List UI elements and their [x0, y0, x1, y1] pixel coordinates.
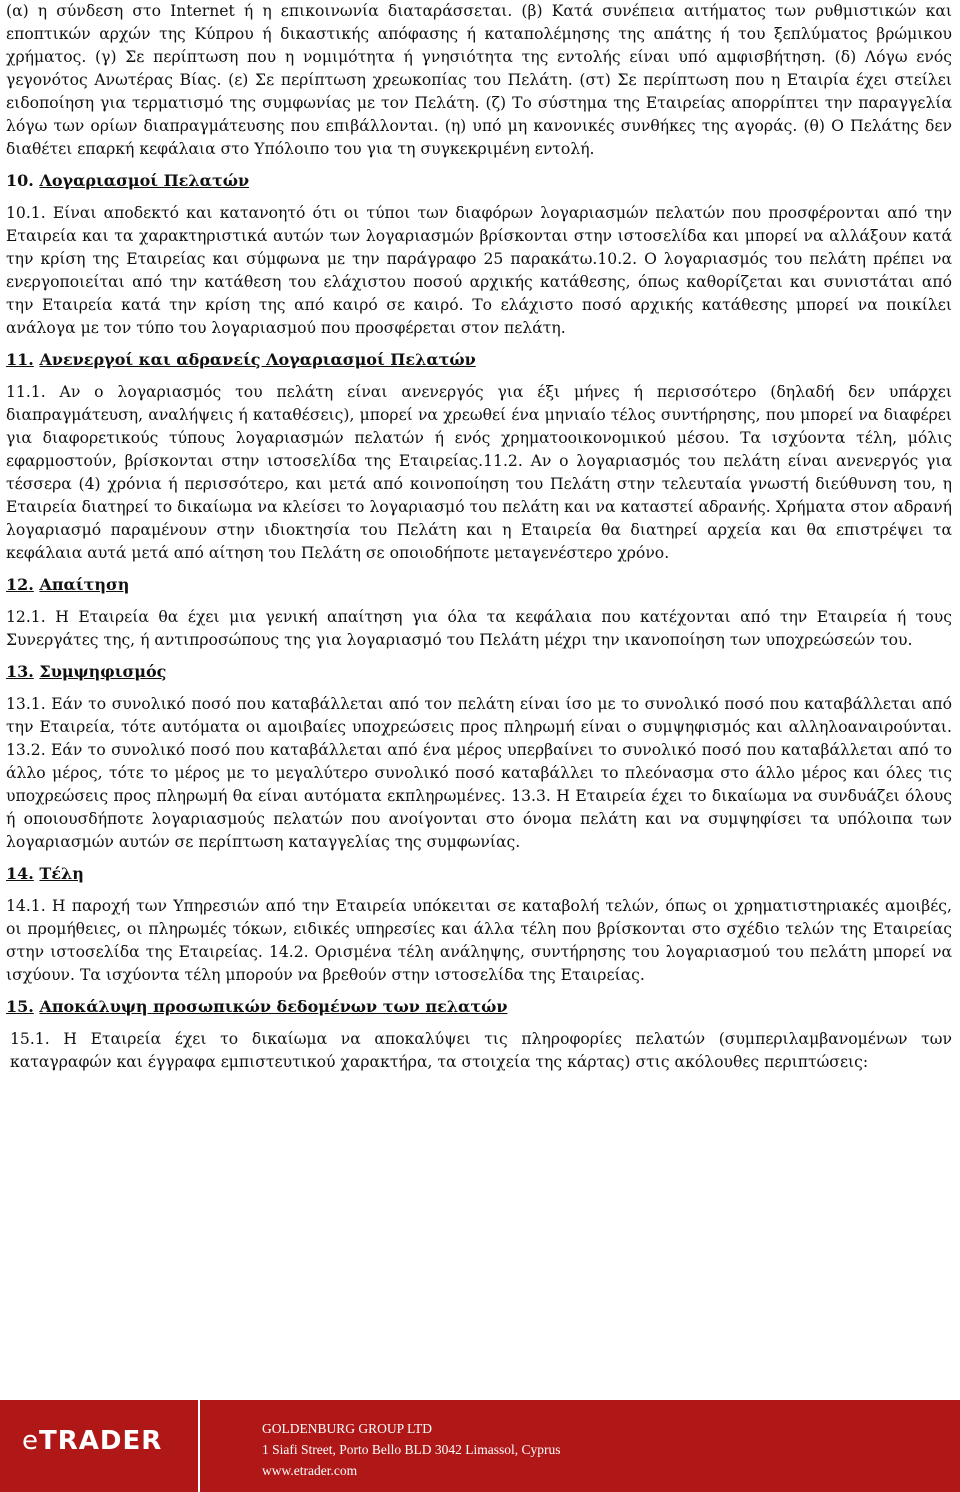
- section-11-title: Ανενεργοί και αδρανείς Λογαριασμοί Πελατών: [39, 350, 476, 369]
- section-10-title: Λογαριασμοί Πελατών: [39, 171, 250, 190]
- section-14-title: Τέλη: [39, 864, 84, 883]
- section-10-text: 10.1. Είναι αποδεκτό και κατανοητό ότι οι τύποι των διαφόρων λογαριασμών πελατών που προσφέρονται από την Εταιρεία και τα χαρακτηριστικά αυτών των λογαριασμών βρίσκονται στην ιστοσελίδα και μπορεί να αλλάξουν κατά την κρίση της Εταιρείας και σύμφωνα με την παράγραφο 25 παρακάτω.10.2. Ο λογαριασμός του πελάτη πρέπει να ενεργοποιείται από την κατάθεση του ελάχιστου ποσού αρχικής κατάθεσης, όπως καθορίζεται και συνιστάται από την Εταιρεία κατά την κρίση της από καιρό σε καιρό. Το ελάχιστο ποσό αρχικής κατάθεσης μπορεί να ποικίλει ανάλογα με τον τύπο του λογαριασμού που προσφέρεται στον πελάτη.: [6, 204, 952, 337]
- section-13-text: 13.1. Εάν το συνολικό ποσό που καταβάλλεται από τον πελάτη είναι ίσο με το συνολικό ποσό που καταβάλλεται από την Εταιρεία, τότε αυτόματα οι αμοιβαίες υποχρεώσεις προς πληρωμή είναι ο συμψηφισμός και αλληλοαναιρούνται. 13.2. Εάν το συνολικό ποσό που καταβάλλεται από ένα μέρος υπερβαίνει το συνολικό ποσό που καταβάλλεται από το άλλο μέρος, τότε το μέρος με το μεγαλύτερο συνολικό ποσό καταβάλλει το πλεόνασμα στο άλλο μέρος και όλες τις υποχρεώσεις προς πληρωμή θα είναι αυτόματα εκπληρωμένες. 13.3. Η Εταιρεία έχει το δικαίωμα να συνδυάζει όλους ή οποιουσδήποτε λογαριασμούς πελατών που ανοίγονται στο όνομα πελάτη και να συμψηφίσει τα υπόλοιπα των λογαριασμών αυτών σε περίπτωση καταγγελίας της συμφωνίας.: [6, 695, 952, 851]
- section-15-text: 15.1. Η Εταιρεία έχει το δικαίωμα να αποκαλύψει τις πληροφορίες πελατών (συμπεριλαμβανομένων των καταγραφών και έγγραφα εμπιστευτικού χαρακτήρα, τα στοιχεία της κάρτας) στις ακόλουθες περιπτώσεις:: [10, 1030, 952, 1071]
- footer-divider: [198, 1400, 200, 1492]
- section-15-number: 15.: [6, 997, 34, 1016]
- section-14-number: 14.: [6, 864, 34, 883]
- page-footer: [0, 1378, 960, 1492]
- section-12-number: 12.: [6, 575, 34, 594]
- section-13-title: Συμψηφισμός: [39, 662, 167, 681]
- footer-company-name: GOLDENBURG GROUP LTD: [262, 1421, 433, 1436]
- section-11-heading: [6, 348, 952, 371]
- logo-trader: TRADER: [39, 1426, 163, 1456]
- section-14-heading: [6, 862, 952, 885]
- footer-company-info: [262, 1418, 561, 1481]
- section-11-text: 11.1. Αν ο λογαριασμός του πελάτη είναι ανενεργός για έξι μήνες ή περισσότερο (δηλαδή δεν υπάρχει διαπραγμάτευση, αναλήψεις ή καταθέσεις), μπορεί να χρεωθεί ένα μηνιαίο τέλος συντήρησης, που μπορεί να διαφέρει για διαφορετικούς τύπους λογαριασμών πελατών ή ενός χρηματοοικονομικού μέσου. Τα ισχύοντα τέλη, μόλις εφαρμοστούν, βρίσκονται στην ιστοσελίδα της Εταιρείας.11.2. Αν ο λογαριασμός του πελάτη είναι ανενεργός για τέσσερα (4) χρόνια ή περισσότερο, και μετά από κοινοποίηση του Πελάτη στην τελευταία γνωστή διεύθυνση του, η Εταιρεία διατηρεί το δικαίωμα να κλείσει το λογαριασμό του πελάτη και να καταστεί αδρανής. Χρήματα στον αδρανή λογαριασμό παραμένουν στην ιδιοκτησία του Πελάτη και η Εταιρεία θα διατηρεί αρχεία και θα επιστρέψει τα κεφάλαια αυτά μετά από αίτηση του Πελάτη σε οποιοδήποτε μεταγενέστερο χρόνο.: [6, 383, 952, 562]
- etrader-logo: [22, 1426, 162, 1456]
- section-13-heading: [6, 660, 952, 683]
- intro-paragraph: (α) η σύνδεση στο Internet ή η επικοινωνία διαταράσσεται. (β) Κατά συνέπεια αιτήματος των ρυθμιστικών και εποπτικών αρχών της Κύπρου ή δικαστικής απόφασης ή καταπολέμησης της απάτης ή του ξεπλύματος βρώμικου χρήματος. (γ) Σε περίπτωση που η νομιμότητα ή γνησιότητα της εντολής είναι υπό αμφισβήτηση. (δ) Λόγω ενός γεγονότος Ανωτέρας Βίας. (ε) Σε περίπτωση χρεωκοπίας του Πελάτη. (στ) Σε περίπτωση που η Εταιρία έχει στείλει ειδοποίηση για τερματισμό της συμφωνίας με τον Πελάτη. (ζ) Το σύστημα της Εταιρείας απορρίπτει την παραγγελία λόγω των ορίων διαπραγμάτευσης που επιβάλλονται. (η) υπό μη κανονικές συνθήκες της αγοράς. (θ) Ο Πελάτης δεν διαθέτει επαρκή κεφάλαια στο Υπόλοιπο του για τη συγκεκριμένη εντολή.: [6, 2, 952, 158]
- section-12-text: 12.1. Η Εταιρεία θα έχει μια γενική απαίτηση για όλα τα κεφάλαια που κατέχονται από την Εταιρεία ή τους Συνεργάτες της, ή αντιπροσώπους της για λογαριασμό του Πελάτη μέχρι την ικανοποίηση των υποχρεώσεών του.: [6, 608, 952, 649]
- section-15-title: Αποκάλυψη προσωπικών δεδομένων των πελατών: [39, 997, 508, 1016]
- section-14-text: 14.1. Η παροχή των Υπηρεσιών από την Εταιρεία υπόκειται σε καταβολή τελών, όπως οι χρηματιστηριακές αμοιβές, οι προμήθειες, οι πληρωμές τόκων, ειδικές υπηρεσίες και άλλα τέλη που βρίσκονται στο σχέδιο τελών της Εταιρείας στην ιστοσελίδα της Εταιρείας. 14.2. Ορισμένα τέλη ανάληψης, συντήρησης του λογαριασμού του πελάτη μπορεί να ισχύουν. Τα ισχύοντα τέλη μπορούν να βρεθούν στην ιστοσελίδα της Εταιρείας.: [6, 897, 952, 984]
- section-12-title: Απαίτηση: [39, 575, 130, 594]
- section-10-heading: [6, 169, 952, 192]
- footer-website-link[interactable]: www.etrader.com: [262, 1463, 358, 1478]
- section-11-number: 11.: [6, 350, 34, 369]
- footer-address: 1 Siafi Street, Porto Bello BLD 3042 Limassol, Cyprus: [262, 1442, 561, 1457]
- section-15-heading: [6, 995, 952, 1018]
- logo-e: e: [22, 1426, 39, 1456]
- section-12-heading: [6, 573, 952, 596]
- section-10-number: 10.: [6, 171, 34, 190]
- section-13-number: 13.: [6, 662, 34, 681]
